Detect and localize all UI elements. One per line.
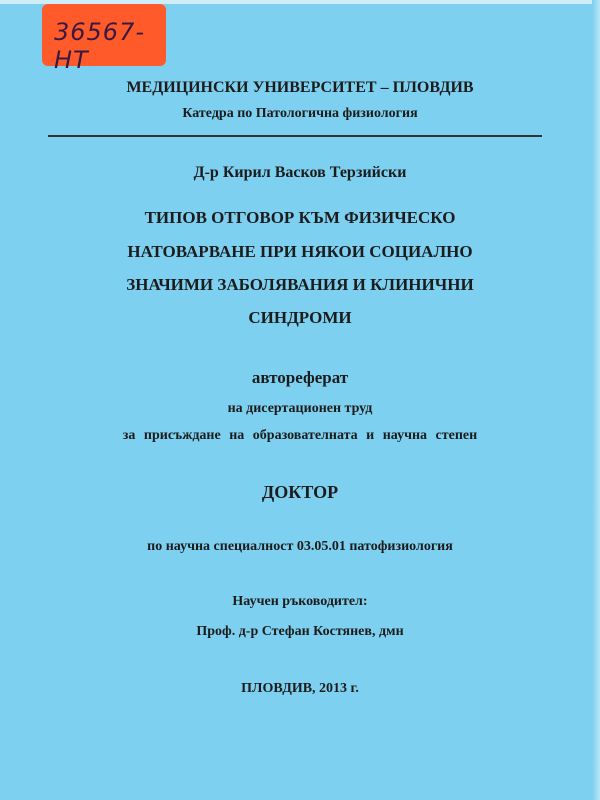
divider xyxy=(48,135,542,137)
author-name: Д-р Кирил Васков Терзийски xyxy=(193,164,407,181)
specialty: по научна специалност 03.05.01 патофизиология xyxy=(147,539,453,554)
title-line: СИНДРОМИ xyxy=(248,308,352,327)
place-year: ПЛОВДИВ, 2013 г. xyxy=(241,681,359,696)
library-sticker xyxy=(42,4,166,74)
title-line: НАТОВАРВАНЕ ПРИ НЯКОИ СОЦИАЛНО xyxy=(127,242,473,261)
subtitle-line: за присъждане на образователната и научна степен xyxy=(122,428,478,443)
supervisor-label: Научен ръководител: xyxy=(232,594,368,609)
university-name: МЕДИЦИНСКИ УНИВЕРСИТЕТ – ПЛОВДИВ xyxy=(126,79,474,96)
subtitle-line: на дисертационен труд xyxy=(227,401,373,416)
supervisor-name: Проф. д-р Стефан Костянев, дмн xyxy=(196,624,404,639)
title-line: ЗНАЧИМИ ЗАБОЛЯВАНИЯ И КЛИНИЧНИ xyxy=(126,275,474,294)
degree: ДОКТОР xyxy=(261,482,339,502)
title-line: ТИПОВ ОТГОВОР КЪМ ФИЗИЧЕСКО xyxy=(144,208,456,227)
document-type: автореферат xyxy=(251,368,349,387)
department-name: Катедра по Патологична физиология xyxy=(182,106,418,121)
sticker-code: 36567-НТ xyxy=(54,18,146,74)
